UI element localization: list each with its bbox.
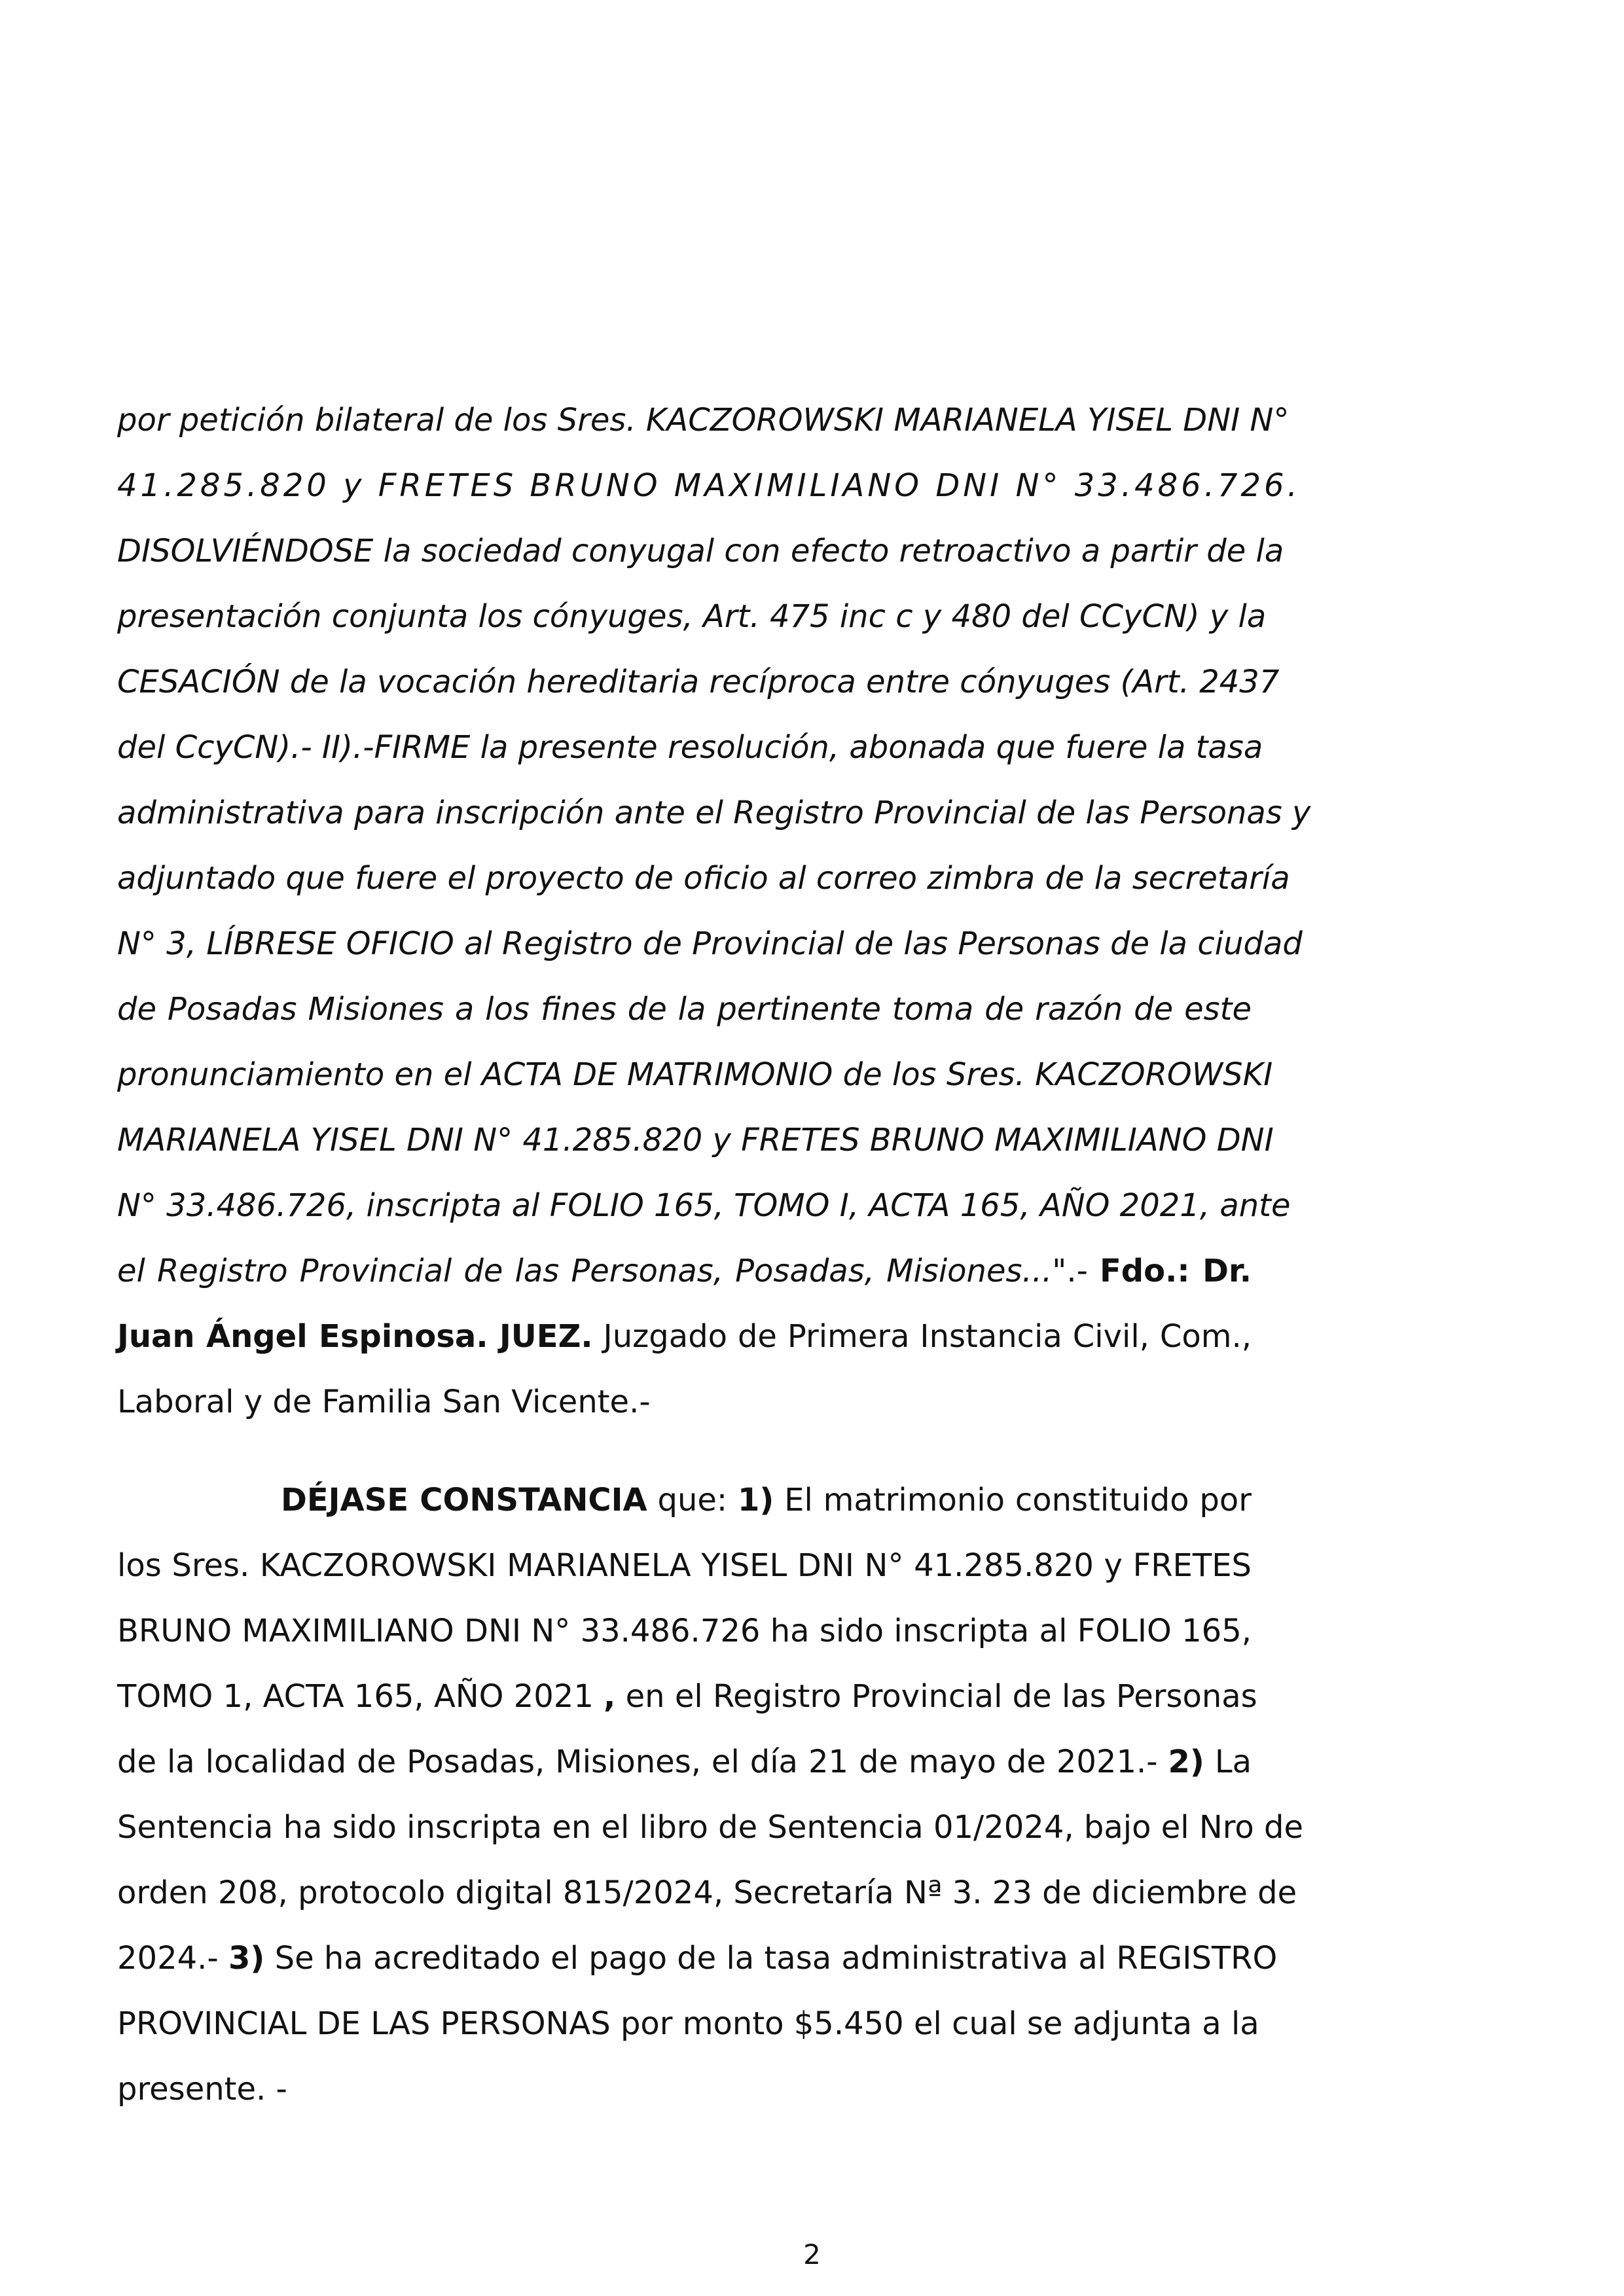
- p1-line-4: presentación conjunta los cónyuges, Art. 475 inc c y 480 del CCyCN) y la: [117, 598, 1267, 635]
- p1-line-15: [117, 1317, 1252, 1356]
- p2-line-5-start: de la localidad de Posadas, Misiones, el día 21 de mayo de 2021.-: [117, 1744, 1168, 1780]
- p1-line-14: [117, 1251, 1252, 1291]
- p2-line-1: [281, 1480, 1252, 1520]
- p2-line-2: los Sres. KACZOROWSKI MARIANELA YISEL DNI N° 41.285.820 y FRETES: [117, 1547, 1252, 1584]
- court-name-start: Juzgado de Primera Instancia Civil, Com.,: [592, 1318, 1252, 1355]
- p1-line-8: adjuntado que fuere el proyecto de oficio al correo zimbra de la secretaría: [117, 860, 1290, 897]
- constancia-heading: DÉJASE CONSTANCIA: [281, 1482, 647, 1518]
- p2-line-1-rest: El matrimonio constituido por: [774, 1482, 1252, 1518]
- p1-line-1: por petición bilateral de los Sres. KACZOROWSKI MARIANELA YISEL DNI N°: [117, 402, 1290, 439]
- p2-line-5-end: La: [1204, 1744, 1252, 1780]
- p2-line-4-start: TOMO 1, ACTA 165, AÑO 2021: [117, 1678, 604, 1715]
- p1-line-11: pronunciamiento en el ACTA DE MATRIMONIO de los Sres. KACZOROWSKI: [117, 1056, 1273, 1093]
- item-2-number: 2): [1168, 1744, 1204, 1780]
- p2-line-4: [117, 1677, 1257, 1716]
- page-number: 2: [803, 2238, 821, 2270]
- p2-line-1-que: que:: [647, 1482, 738, 1518]
- p1-line-13: N° 33.486.726, inscripta al FOLIO 165, TOMO I, ACTA 165, AÑO 2021, ante: [117, 1187, 1291, 1224]
- p2-line-6: Sentencia ha sido inscripta en el libro de Sentencia 01/2024, bajo el Nro de: [117, 1809, 1304, 1846]
- p1-line-14-italic: el Registro Provincial de las Personas, Posadas, Misiones...: [117, 1253, 1053, 1289]
- p2-line-3: BRUNO MAXIMILIANO DNI N° 33.486.726 ha sido inscripta al FOLIO 165,: [117, 1613, 1252, 1649]
- p1-line-9: N° 3, LÍBRESE OFICIO al Registro de Provincial de las Personas de la ciudad: [117, 925, 1303, 962]
- p1-line-3: DISOLVIÉNDOSE la sociedad conyugal con efecto retroactivo a partir de la: [117, 533, 1284, 569]
- p1-line-6: del CcyCN).- II).-FIRME la presente resolución, abonada que fuere la tasa: [117, 729, 1263, 766]
- p1-line-7: administrativa para inscripción ante el Registro Provincial de las Personas y: [117, 795, 1311, 831]
- p1-line-10: de Posadas Misiones a los fines de la pertinente toma de razón de este: [117, 991, 1252, 1028]
- item-3-number: 3): [228, 1940, 265, 1977]
- p2-line-10: presente. -: [117, 2071, 287, 2108]
- p1-line-2: 41.285.820 y FRETES BRUNO MAXIMILIANO DNI N° 33.486.726.: [117, 467, 1301, 504]
- p2-line-5: [117, 1742, 1252, 1782]
- signature-label: Fdo.: Dr.: [1100, 1253, 1252, 1289]
- p2-line-7: orden 208, protocolo digital 815/2024, Secretaría Nª 3. 23 de diciembre de: [117, 1874, 1297, 1911]
- p1-line-14-quote: ".-: [1052, 1253, 1100, 1289]
- item-1-number: 1): [737, 1482, 774, 1518]
- p2-line-9: PROVINCIAL DE LAS PERSONAS por monto $5.450 el cual se adjunta a la: [117, 2005, 1259, 2042]
- p2-line-4-comma: ,: [604, 1678, 616, 1715]
- p2-line-8: [117, 1939, 1278, 1978]
- p2-line-8-end: Se ha acreditado el pago de la tasa administrativa al REGISTRO: [264, 1940, 1278, 1977]
- p2-line-8-start: 2024.-: [117, 1940, 228, 1977]
- p2-line-4-end: en el Registro Provincial de las Personas: [615, 1678, 1257, 1715]
- judge-name: Juan Ángel Espinosa. JUEZ.: [117, 1318, 593, 1355]
- p1-line-12: MARIANELA YISEL DNI N° 41.285.820 y FRETES BRUNO MAXIMILIANO DNI: [117, 1122, 1274, 1158]
- p1-line-5: CESACIÓN de la vocación hereditaria recíproca entre cónyuges (Art. 2437: [117, 664, 1280, 700]
- p1-line-16: Laboral y de Familia San Vicente.-: [117, 1384, 651, 1420]
